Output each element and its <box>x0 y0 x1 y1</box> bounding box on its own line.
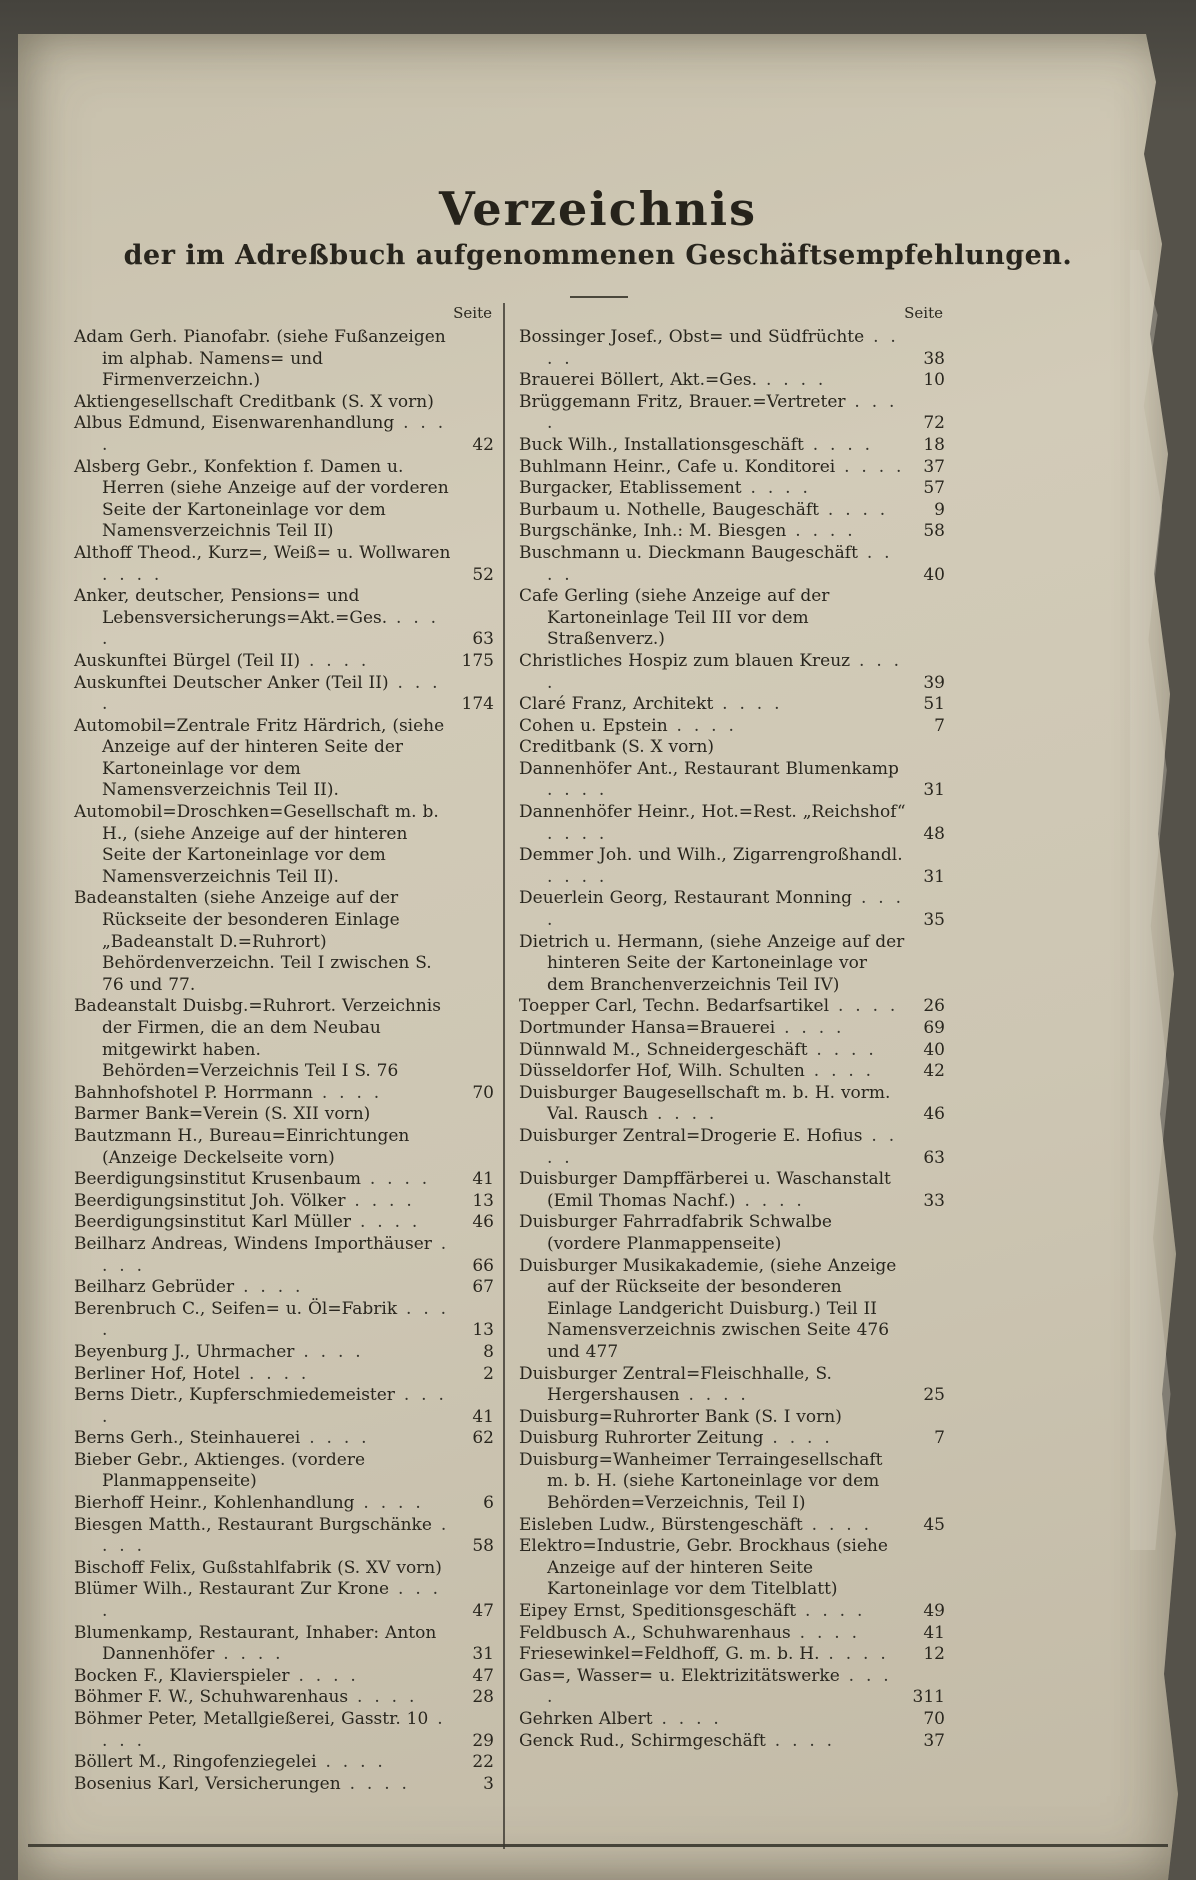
page-number: 8 <box>483 1341 494 1362</box>
dot-leader <box>803 1515 872 1535</box>
index-entry <box>74 1450 496 1493</box>
page-number: 31 <box>923 866 945 887</box>
index-entry <box>519 435 947 457</box>
dot-leader <box>819 500 888 520</box>
page-number: 28 <box>472 1687 494 1708</box>
page-number: 10 <box>923 370 945 391</box>
index-entry <box>74 802 496 888</box>
index-entry <box>74 1364 496 1386</box>
entry-text: Beerdigungsinstitut Joh. Völker <box>74 1190 346 1211</box>
page-number: 13 <box>472 1190 494 1211</box>
entry-text: Barmer Bank=Verein (S. XII vorn) <box>74 1104 371 1125</box>
index-entry <box>74 1709 496 1752</box>
index-entry <box>519 1169 947 1212</box>
page-number: 45 <box>923 1514 945 1535</box>
entry-text: Beerdigungsinstitut Krusenbaum <box>74 1169 361 1190</box>
index-entry <box>74 586 496 651</box>
index-entry <box>519 759 947 802</box>
left-column <box>74 304 496 1795</box>
entry-text: Dietrich u. Hermann, (siehe Anzeige auf der hinteren Seite der Kartoneinlage vor dem Branchenverzeichnis Teil IV) <box>519 931 905 995</box>
page-number: 49 <box>923 1601 945 1622</box>
index-entry <box>74 543 496 586</box>
page-number: 70 <box>472 1082 494 1103</box>
dot-leader <box>547 824 607 844</box>
entry-text: Althoff Theod., Kurz=, Weiß= u. Wollwaren <box>74 542 451 563</box>
entry-text: Bahnhofshotel P. Horrmann <box>74 1082 313 1103</box>
index-entry <box>74 1493 496 1515</box>
dot-leader <box>102 565 162 585</box>
entry-text: Duisburger Musikakademie, (siehe Anzeige auf der Rückseite der besonderen Einlage Landgericht Duisburg.) Teil II Namensverzeichnis zwischen Seite 476 und 477 <box>519 1255 897 1362</box>
index-entry <box>74 996 496 1082</box>
dot-leader <box>775 1018 844 1038</box>
index-entry <box>519 327 947 370</box>
right-column-entries <box>519 327 947 1752</box>
dot-leader <box>668 716 737 736</box>
dot-leader <box>757 370 826 390</box>
page-number: 48 <box>923 823 945 844</box>
entry-text: Blümer Wilh., Restaurant Zur Krone <box>74 1579 390 1600</box>
entry-text: Duisburger Fahrradfabrik Schwalbe (vordere Planmappenseite) <box>519 1212 832 1254</box>
entry-text: Automobil=Droschken=Gesellschaft m. b. H., (siehe Anzeige auf der hinteren Seite der Kartoneinlage vor dem Namensverzeichnis Teil II). <box>74 802 439 887</box>
dot-leader <box>835 457 904 477</box>
entry-text: Böhmer Peter, Metallgießerei, Gasstr. 10 <box>74 1709 429 1729</box>
index-entry <box>519 1083 947 1126</box>
entry-text: Duisburger Zentral=Fleischhalle, S. Hergershausen <box>519 1363 832 1406</box>
index-entry <box>519 1018 947 1040</box>
entry-text: Berliner Hof, Hotel <box>74 1363 241 1384</box>
entry-text: Blumenkamp, Restaurant, Inhaber: Anton Dannenhöfer <box>74 1622 437 1665</box>
index-entry <box>74 1299 496 1342</box>
entry-text: Bieber Gebr., Aktienges. (vordere Planmappenseite) <box>74 1449 366 1492</box>
index-entry <box>519 1536 947 1601</box>
page-number: 58 <box>923 521 945 542</box>
dot-leader <box>313 1083 382 1103</box>
entry-text: Elektro=Industrie, Gebr. Brockhaus (siehe Anzeige auf der hinteren Seite Kartoneinlage vor dem Titelblatt) <box>519 1536 888 1600</box>
index-entry <box>74 1666 496 1688</box>
index-entry <box>519 1601 947 1623</box>
page-number: 9 <box>934 499 945 520</box>
entry-text: Buschmann u. Dieckmann Baugeschäft <box>519 542 858 563</box>
index-entry <box>519 1061 947 1083</box>
entry-text: Böllert M., Ringofenziegelei <box>74 1752 317 1773</box>
dot-leader <box>348 1687 417 1707</box>
index-entry <box>74 1277 496 1299</box>
page-number: 38 <box>923 348 945 369</box>
page-number: 35 <box>923 910 945 931</box>
index-entry <box>519 737 947 759</box>
page-number: 37 <box>923 1730 945 1751</box>
entry-text: Demmer Joh. und Wilh., Zigarrengroßhandl. <box>519 845 903 866</box>
index-entry <box>74 1558 496 1580</box>
dot-leader <box>786 521 855 541</box>
index-entry <box>74 1342 496 1364</box>
page-number: 13 <box>472 1320 494 1341</box>
index-entry <box>74 1774 496 1796</box>
index-entry <box>519 1428 947 1450</box>
page-number: 40 <box>923 564 945 585</box>
page-number: 3 <box>483 1773 494 1794</box>
entry-text: Berns Dietr., Kupferschmiedemeister <box>74 1385 395 1406</box>
entry-text: Alsberg Gebr., Konfektion f. Damen u. Herren (siehe Anzeige auf der vorderen Seite der Kartoneinlage vor dem Namensverzeichnis Teil II) <box>74 456 449 542</box>
entry-text: Beerdigungsinstitut Karl Müller <box>74 1212 352 1233</box>
page-number: 311 <box>912 1687 945 1708</box>
page-number: 18 <box>923 434 945 455</box>
index-entry <box>519 1515 947 1537</box>
dot-leader <box>547 867 607 887</box>
dot-leader <box>214 1644 283 1664</box>
entry-text: Eipey Ernst, Speditionsgeschäft <box>519 1601 797 1622</box>
dot-leader <box>680 1385 749 1405</box>
index-entry <box>519 586 947 651</box>
index-entry <box>74 1687 496 1709</box>
page-number: 7 <box>934 1428 945 1449</box>
dot-leader <box>317 1752 386 1772</box>
entry-text: Bischoff Felix, Gußstahlfabrik (S. XV vorn) <box>74 1557 442 1578</box>
bottom-edge-line <box>28 1844 1168 1847</box>
index-entry <box>74 457 496 543</box>
dot-leader <box>736 1191 805 1211</box>
index-entry <box>74 716 496 802</box>
index-entry <box>74 1212 496 1234</box>
entry-text: Duisburger Baugesellschaft m. b. H. vorm. Val. Rausch <box>519 1082 891 1125</box>
entry-text: Claré Franz, Architekt <box>519 694 714 715</box>
page-number: 58 <box>472 1536 494 1557</box>
index-entry <box>519 1666 947 1709</box>
entry-text: Dannenhöfer Heinr., Hot.=Rest. „Reichshof“ <box>519 802 906 823</box>
index-entry <box>519 1364 947 1407</box>
index-entry <box>74 651 496 673</box>
index-entry <box>519 996 947 1018</box>
index-entry <box>519 1126 947 1169</box>
entry-text: Brüggemann Fritz, Brauer.=Vertreter <box>519 391 846 412</box>
dot-leader <box>300 651 369 671</box>
dot-leader <box>300 1428 369 1448</box>
entry-text: Berns Gerh., Steinhauerei <box>74 1428 301 1449</box>
page-number: 12 <box>923 1644 945 1665</box>
entry-text: Albus Edmund, Eisenwarenhandlung <box>74 413 395 434</box>
dot-leader <box>648 1104 717 1124</box>
entry-text: Cohen u. Epstein <box>519 715 668 736</box>
index-entry <box>519 1407 947 1429</box>
entry-text: Toepper Carl, Techn. Bedarfsartikel <box>519 996 830 1017</box>
dot-leader <box>820 1644 889 1664</box>
entry-text: Christliches Hospiz zum blauen Kreuz <box>519 650 851 671</box>
page-number: 174 <box>461 694 494 715</box>
entry-text: Aktiengesellschaft Creditbank (S. X vorn) <box>74 391 434 412</box>
index-entry <box>519 392 947 435</box>
page-number: 6 <box>483 1493 494 1514</box>
entry-text: Genck Rud., Schirmgeschäft <box>519 1730 766 1751</box>
seite-header-left: Seite <box>453 304 492 322</box>
page-number: 52 <box>472 564 494 585</box>
entry-text: Cafe Gerling (siehe Anzeige auf der Kartoneinlage Teil III vor dem Straßenverz.) <box>519 586 830 650</box>
entry-text: Biesgen Matth., Restaurant Burgschänke <box>74 1514 432 1535</box>
page-number: 69 <box>923 1018 945 1038</box>
index-entry <box>74 1234 496 1277</box>
page-number: 40 <box>923 1039 945 1060</box>
entry-text: Brauerei Böllert, Akt.=Ges. <box>519 370 758 391</box>
page-number: 67 <box>472 1277 494 1298</box>
dot-leader <box>290 1666 359 1686</box>
entry-text: Dortmunder Hansa=Brauerei <box>519 1018 776 1038</box>
page-number: 22 <box>472 1752 494 1773</box>
page-number: 29 <box>472 1730 494 1751</box>
dot-leader <box>713 694 782 714</box>
dot-leader <box>653 1709 722 1729</box>
index-entry <box>74 1126 496 1169</box>
index-entry <box>519 1450 947 1515</box>
page-number: 47 <box>472 1601 494 1622</box>
entry-text: Burgacker, Etablissement <box>519 478 742 499</box>
index-entry <box>74 1385 496 1428</box>
entry-text: Badeanstalt Duisbg.=Ruhrort. Verzeichnis der Firmen, die an dem Neubau mitgewirkt haben. Behörden=Verzeichnis Teil I S. 76 <box>74 996 441 1082</box>
page-number: 39 <box>923 672 945 693</box>
entry-text: Duisburger Dampffärberei u. Waschanstalt (Emil Thomas Nachf.) <box>519 1169 891 1211</box>
index-entry <box>74 1623 496 1666</box>
index-entry <box>519 694 947 716</box>
seite-header-right: Seite <box>904 304 943 322</box>
page-number: 2 <box>483 1363 494 1384</box>
dot-leader <box>791 1623 860 1643</box>
index-entry <box>519 478 947 500</box>
dot-leader <box>547 780 607 800</box>
entry-text: Adam Gerh. Pianofabr. (siehe Fußanzeigen im alphab. Namens= und Firmenverzeichn.) <box>74 327 446 391</box>
dot-leader <box>804 435 873 455</box>
page-number: 41 <box>923 1622 945 1643</box>
dot-leader <box>234 1277 303 1297</box>
index-entry <box>74 673 496 716</box>
column-divider <box>503 303 505 1849</box>
page-number: 62 <box>472 1428 494 1449</box>
entry-text: Dünnwald M., Schneidergeschäft <box>519 1039 808 1060</box>
entry-text: Bautzmann H., Bureau=Einrichtungen (Anzeige Deckelseite vorn) <box>74 1125 410 1168</box>
index-entry <box>519 1212 947 1255</box>
page-title: Verzeichnis <box>438 182 758 236</box>
index-entry <box>519 1644 947 1666</box>
page-number: 66 <box>472 1255 494 1276</box>
title-rule <box>570 296 628 298</box>
page-number: 51 <box>923 694 945 715</box>
entry-text: Auskunftei Deutscher Anker (Teil II) <box>74 672 389 693</box>
index-entry <box>519 1256 947 1364</box>
index-entry <box>74 1428 496 1450</box>
entry-text: Burbaum u. Nothelle, Baugeschäft <box>519 499 819 520</box>
page-number: 47 <box>472 1665 494 1686</box>
entry-text: Burgschänke, Inh.: M. Biesgen <box>519 521 787 542</box>
index-entry <box>519 370 947 392</box>
entry-text: Bossinger Josef., Obst= und Südfrüchte <box>519 327 865 347</box>
dot-leader <box>829 996 898 1016</box>
index-entry <box>74 1104 496 1126</box>
page-number: 41 <box>472 1406 494 1427</box>
index-entry <box>74 1515 496 1558</box>
entry-text: Automobil=Zentrale Fritz Härdrich, (siehe Anzeige auf der hinteren Seite der Kartoneinlage vor dem Namensverzeichnis Teil II). <box>74 715 445 801</box>
page-number: 42 <box>923 1061 945 1082</box>
page-number: 57 <box>923 478 945 499</box>
entry-text: Eisleben Ludw., Bürstengeschäft <box>519 1514 803 1535</box>
entry-text: Deuerlein Georg, Restaurant Monning <box>519 888 853 909</box>
page-number: 7 <box>934 715 945 736</box>
page-number: 42 <box>472 434 494 455</box>
dot-leader <box>341 1774 410 1794</box>
dot-leader <box>346 1191 415 1211</box>
index-entry <box>74 1169 496 1191</box>
page-number: 46 <box>472 1212 494 1233</box>
entry-text: Duisburger Zentral=Drogerie E. Hofius <box>519 1125 863 1146</box>
index-entry <box>519 1623 947 1645</box>
index-entry <box>519 932 947 997</box>
page-number: 63 <box>472 629 494 650</box>
index-entry <box>74 1191 496 1213</box>
index-entry <box>74 1083 496 1105</box>
index-entry <box>519 1709 947 1731</box>
entry-text: Feldbusch A., Schuhwarenhaus <box>519 1622 791 1643</box>
entry-text: Böhmer F. W., Schuhwarenhaus <box>74 1687 349 1708</box>
entry-text: Duisburg=Ruhrorter Bank (S. I vorn) <box>519 1406 842 1427</box>
entry-text: Beilharz Gebrüder <box>74 1277 235 1298</box>
entry-text: Bosenius Karl, Versicherungen <box>74 1773 341 1794</box>
page-number: 175 <box>461 650 494 671</box>
index-entry <box>519 500 947 522</box>
entry-text: Bierhoff Heinr., Kohlenhandlung <box>74 1493 355 1514</box>
index-entry <box>519 888 947 931</box>
index-entry <box>519 1040 947 1062</box>
entry-text: Düsseldorfer Hof, Wilh. Schulten <box>519 1061 805 1082</box>
page-number: 70 <box>923 1709 945 1729</box>
dot-leader <box>742 478 811 498</box>
index-entry <box>519 845 947 888</box>
entry-text: Beyenburg J., Uhrmacher <box>74 1341 295 1362</box>
page-number: 31 <box>923 780 945 801</box>
entry-text: Anker, deutscher, Pensions= und Lebensversicherungs=Akt.=Ges. <box>74 586 388 628</box>
index-entry <box>74 413 496 456</box>
index-entry <box>74 392 496 414</box>
page-number: 72 <box>923 413 945 434</box>
entry-text: Bocken F., Klavierspieler <box>74 1665 290 1686</box>
page-number: 46 <box>923 1104 945 1125</box>
entry-text: Buck Wilh., Installationsgeschäft <box>519 434 804 455</box>
index-entry <box>519 716 947 738</box>
entry-text: Creditbank (S. X vorn) <box>519 737 715 758</box>
dot-leader <box>361 1169 430 1189</box>
page-number: 31 <box>472 1644 494 1665</box>
entry-text: Berenbruch C., Seifen= u. Öl=Fabrik <box>74 1298 398 1319</box>
dot-leader <box>351 1212 420 1232</box>
index-entry <box>74 1752 496 1774</box>
page-number: 63 <box>923 1147 945 1168</box>
page-subtitle: der im Adreßbuch aufgenommenen Geschäftsempfehlungen. <box>123 240 1073 271</box>
left-column-entries <box>74 327 496 1795</box>
page-number: 41 <box>472 1169 494 1190</box>
index-entry <box>519 457 947 479</box>
entry-text: Gas=, Wasser= u. Elektrizitätswerke <box>519 1665 840 1686</box>
dot-leader <box>355 1493 424 1513</box>
index-entry <box>74 1579 496 1622</box>
entry-text: Duisburg=Wanheimer Terraingesellschaft m. b. H. (siehe Kartoneinlage vor dem Behörden=Verzeichnis, Teil I) <box>519 1449 883 1514</box>
entry-text: Buhlmann Heinr., Cafe u. Konditorei <box>519 456 836 477</box>
dot-leader <box>240 1364 309 1384</box>
dot-leader <box>796 1601 865 1621</box>
page-number: 37 <box>923 456 945 477</box>
entry-text: Duisburg Ruhrorter Zeitung <box>519 1428 764 1449</box>
index-entry <box>74 327 496 392</box>
dot-leader <box>808 1040 877 1060</box>
index-entry <box>519 651 947 694</box>
entry-text: Auskunftei Bürgel (Teil II) <box>74 650 301 671</box>
dot-leader <box>294 1342 363 1362</box>
entry-text: Friesewinkel=Feldhoff, G. m. b. H. <box>519 1644 820 1665</box>
index-entry <box>519 521 947 543</box>
entry-text: Beilharz Andreas, Windens Importhäuser <box>74 1233 432 1254</box>
dot-leader <box>766 1731 835 1751</box>
page-number: 26 <box>923 996 945 1017</box>
entry-text: Dannenhöfer Ant., Restaurant Blumenkamp <box>519 758 899 779</box>
dot-leader <box>764 1428 833 1448</box>
entry-text: Badeanstalten (siehe Anzeige auf der Rückseite der besonderen Einlage „Badeanstalt D.=Ruhrort) Behördenverzeichn. Teil I zwischen S. 76 und 77. <box>74 888 432 995</box>
entry-text: Gehrken Albert <box>519 1709 653 1729</box>
index-entry <box>519 543 947 586</box>
dot-leader <box>805 1061 874 1081</box>
index-entry <box>519 802 947 845</box>
page-number: 25 <box>923 1385 945 1406</box>
index-entry <box>74 888 496 996</box>
index-entry <box>519 1731 947 1753</box>
right-column <box>519 304 947 1752</box>
page-number: 33 <box>923 1190 945 1211</box>
